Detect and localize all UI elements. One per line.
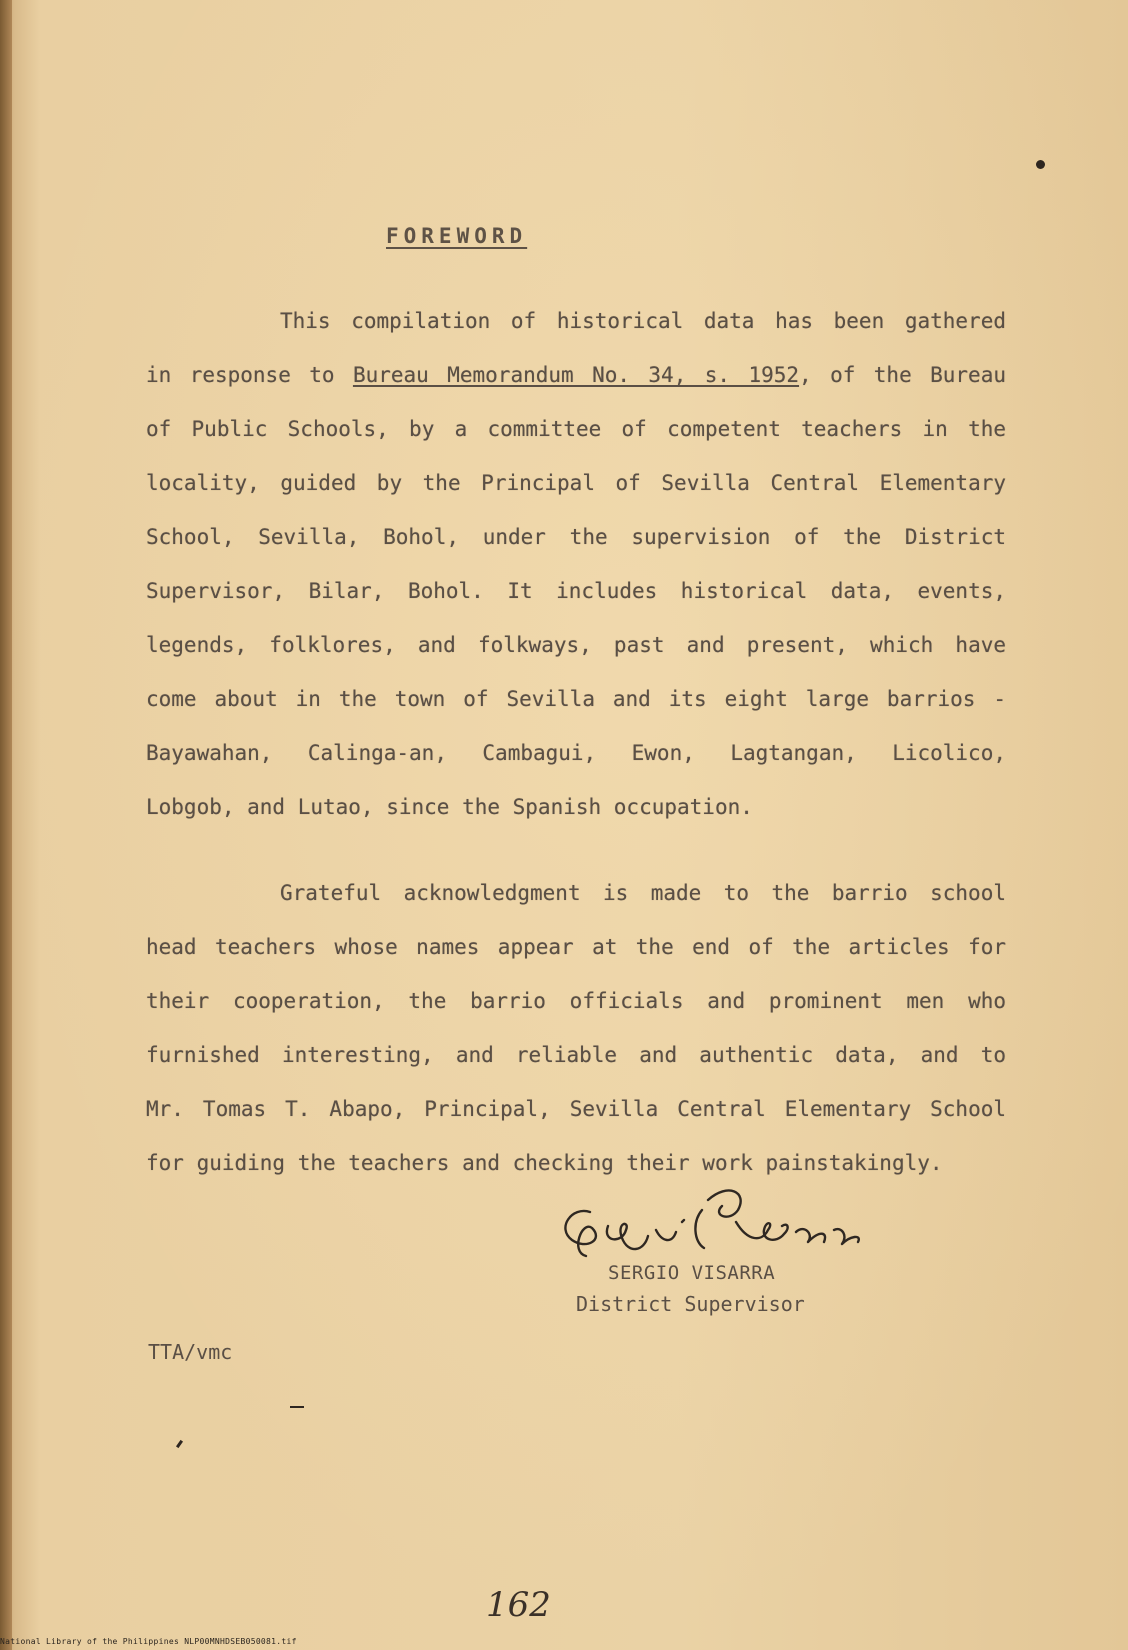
- page-edge: [0, 0, 12, 1650]
- paragraph-line: This compilation of historical data has been gathered: [280, 309, 1006, 333]
- paragraph-line: legends, folklores, and folkways, past and present, which have: [146, 633, 1006, 657]
- paragraph-line: Mr. Tomas T. Abapo, Principal, Sevilla Central Elementary School: [146, 1097, 1006, 1121]
- document-title: FOREWORD: [386, 224, 528, 248]
- memorandum-reference: Bureau Memorandum No. 34, s. 1952: [352, 363, 800, 387]
- paragraph-line: in response to Bureau Memorandum No. 34, s. 1952, of the Bureau: [146, 363, 1006, 387]
- signatory-name: SERGIO VISARRA: [608, 1262, 776, 1284]
- paragraph-line: Supervisor, Bilar, Bohol. It includes historical data, events,: [146, 579, 1006, 603]
- archive-footer: National Library of the Philippines NLP00MNHDSEB050081.tif: [0, 1637, 297, 1646]
- paragraph-2: [146, 866, 1006, 1190]
- ink-speck: [290, 1406, 304, 1408]
- paragraph-line: Lobgob, and Lutao, since the Spanish occupation.: [146, 795, 753, 819]
- paragraph-line: School, Sevilla, Bohol, under the supervision of the District: [146, 525, 1006, 549]
- paragraph-line: Bayawahan, Calinga-an, Cambagui, Ewon, Lagtangan, Licolico,: [146, 741, 1006, 765]
- paragraph-line: come about in the town of Sevilla and its eight large barrios -: [146, 687, 1006, 711]
- signatory-title: District Supervisor: [576, 1292, 805, 1316]
- paragraph-line: locality, guided by the Principal of Sevilla Central Elementary: [146, 471, 1006, 495]
- handwritten-signature: [552, 1182, 882, 1272]
- page-number: 162: [486, 1585, 551, 1625]
- paragraph-line: head teachers whose names appear at the end of the articles for: [146, 935, 1006, 959]
- paragraph-line: for guiding the teachers and checking their work painstakingly.: [146, 1151, 943, 1175]
- paragraph-1: [146, 294, 1006, 834]
- paragraph-line: Grateful acknowledgment is made to the barrio school: [280, 881, 1006, 905]
- paragraph-line: furnished interesting, and reliable and authentic data, and to: [146, 1043, 1006, 1067]
- ink-speck: [176, 1440, 183, 1448]
- reference-initials: TTA/vmc: [148, 1340, 233, 1364]
- ink-speck: [1036, 160, 1045, 169]
- paragraph-line: their cooperation, the barrio officials and prominent men who: [146, 989, 1006, 1013]
- paragraph-line: of Public Schools, by a committee of competent teachers in the: [146, 417, 1006, 441]
